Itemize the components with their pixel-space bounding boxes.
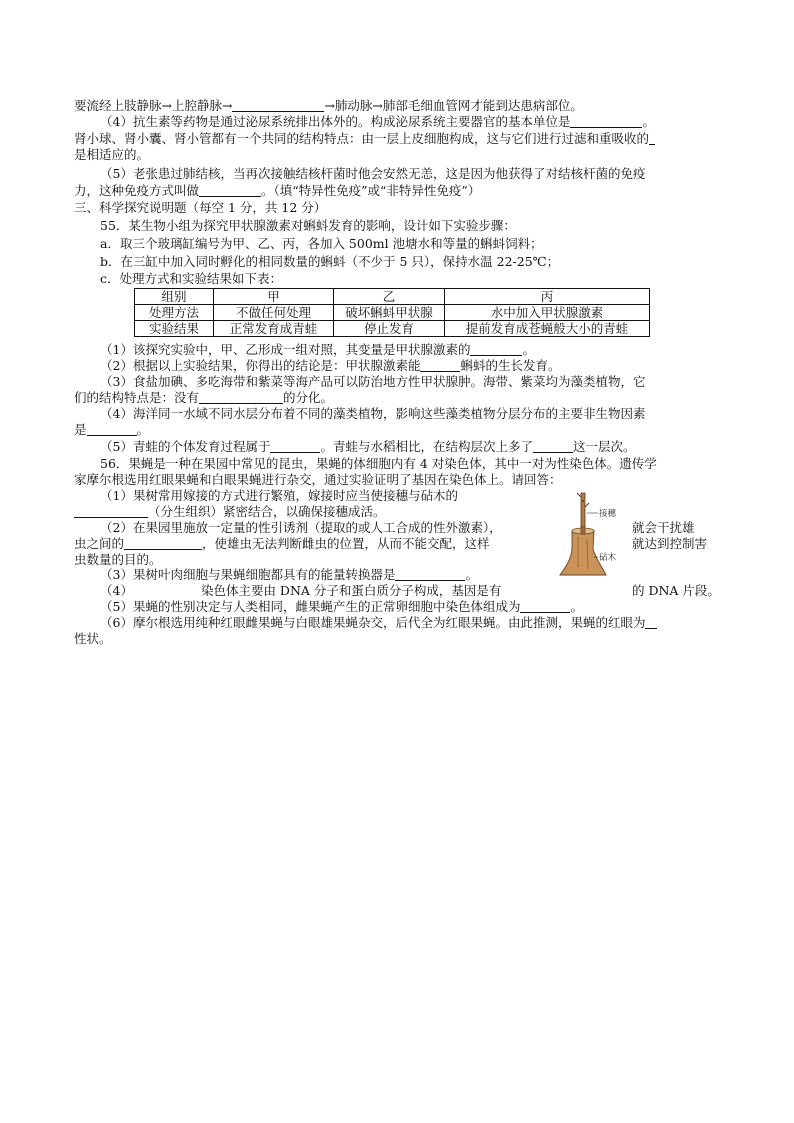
table-row bbox=[135, 305, 650, 321]
q55-intro: 55．某生物小组为探究甲状腺激素对蝌蚪发育的影响，设计如下实验步骤： bbox=[100, 218, 516, 233]
table-row bbox=[135, 321, 650, 337]
q56-sub2-right1: 就会干扰雄 bbox=[632, 520, 695, 535]
q56-sub4-right: 的 DNA 片段。 bbox=[632, 583, 720, 598]
answer-blank[interactable] bbox=[87, 423, 137, 436]
q55-step-b: b．在三缸中加入同时孵化的相同数量的蝌蚪（不少于 5 只），保持水温 22-25℃； bbox=[100, 254, 560, 269]
table-cell: 处理方法 bbox=[135, 305, 214, 321]
table-cell: 水中加入甲状腺激素 bbox=[445, 305, 650, 321]
q56-sub3: （3）果树叶肉细胞与果蝇细胞都具有的能量转换器是 。 bbox=[100, 567, 478, 582]
q56-sub2-right2: 就达到控制害 bbox=[632, 536, 708, 551]
scion-label: 接穗 bbox=[599, 509, 617, 519]
rootstock-icon bbox=[560, 527, 606, 575]
q56-sub5: （5）果蝇的性别决定与人类相同，雌果蝇产生的正常卵细胞中染色体组成为 。 bbox=[100, 599, 583, 614]
table-header: 甲 bbox=[214, 289, 334, 305]
q54-part5: （5）老张患过肺结核，当再次接触结核杆菌时他会安然无恙，这是因为他获得了对结核杆菌的免疫 bbox=[100, 166, 646, 181]
q55-step-a: a．取三个玻璃缸编号为甲、乙、丙，各加入 500ml 池塘水和等量的蝌蚪饲料； bbox=[100, 236, 543, 251]
answer-blank[interactable] bbox=[533, 440, 573, 453]
q54-part4-end: 是相适应的。 bbox=[74, 147, 150, 162]
q55-sub4: （4）海洋同一水域不同水层分布着不同的藻类植物，影响这些藻类植物分层分布的主要非生物因素 bbox=[100, 406, 646, 421]
answer-blank[interactable] bbox=[199, 391, 283, 404]
q56-intro-cont: 家摩尔根选用红眼果蝇和白眼果蝇进行杂交，通过实验证明了基因在染色体上。请回答： bbox=[74, 472, 562, 487]
answer-blank[interactable] bbox=[232, 99, 324, 112]
q55-sub1: （1）该探究实验中，甲、乙形成一组对照，其变量是甲状腺激素的 。 bbox=[100, 342, 535, 357]
scion-icon bbox=[577, 493, 589, 527]
q56-sub6: （6）摩尔根选用纯种红眼雌果蝇与白眼雄果蝇杂交，后代全为红眼果蝇。由此推测，果蝇的红眼为 bbox=[100, 615, 750, 631]
q55-sub2: （2）根据以上实验结果，你得出的结论是：甲状腺激素能 蝌蚪的生长发育。 bbox=[100, 358, 561, 373]
grafting-illustration bbox=[556, 487, 666, 587]
q56-sub1-cont: （分生组织）紧密结合，以确保接穗成活。 bbox=[74, 504, 724, 520]
answer-blank[interactable] bbox=[124, 537, 202, 550]
experiment-table bbox=[134, 288, 650, 337]
table-cell: 正常发育成青蛙 bbox=[214, 321, 334, 337]
q55-sub3: （3）食盐加碘、多吃海带和紫菜等海产品可以防治地方性甲状腺肿。海带、紫菜均为藻类植物，它 bbox=[100, 374, 646, 389]
q54-part4: （4）抗生素等药物是通过泌尿系统排出体外的。构成泌尿系统主要器官的基本单位是 。 bbox=[100, 114, 655, 129]
q56-intro: 56．果蝇是一种在果园中常见的昆虫，果蝇的体细胞内有 4 对染色体，其中一对为性染色体。遗传学 bbox=[100, 456, 657, 471]
stock-label: 砧木 bbox=[599, 553, 617, 563]
answer-blank[interactable] bbox=[199, 184, 261, 197]
answer-blank[interactable] bbox=[420, 359, 460, 372]
answer-blank[interactable] bbox=[270, 440, 320, 453]
section-title: 三、科学探究说明题（每空 1 分，共 12 分） bbox=[74, 200, 327, 215]
table-cell: 提前发育成苍蝇般大小的青蛙 bbox=[445, 321, 650, 337]
q54-part4-cont: 肾小球、肾小囊、肾小管都有一个共同的结构特点：由一层上皮细胞构成，这与它们进行过滤和重吸收的 bbox=[74, 131, 724, 147]
q54-part5-cont: 力，这种免疫方式叫做 。（填“特异性免疫”或“非特异性免疫”） bbox=[74, 183, 481, 198]
table-cell: 实验结果 bbox=[135, 321, 214, 337]
q55-sub3-cont: 们的结构特点是：没有 的分化。 bbox=[74, 390, 334, 405]
answer-blank[interactable] bbox=[649, 132, 655, 145]
table-cell: 破坏蝌蚪甲状腺 bbox=[334, 305, 445, 321]
table-cell: 停止发育 bbox=[334, 321, 445, 337]
q55-step-c: c．处理方式和实验结果如下表： bbox=[100, 271, 283, 286]
q54-line1: 要流经上肢静脉→上腔静脉→ →肺动脉→肺部毛细血管网才能到达患病部位。 bbox=[74, 98, 583, 113]
table-header: 丙 bbox=[445, 289, 650, 305]
table-header: 乙 bbox=[334, 289, 445, 305]
answer-blank[interactable] bbox=[470, 343, 522, 356]
q55-sub4-cont: 是 。 bbox=[74, 422, 150, 437]
answer-blank[interactable] bbox=[395, 568, 465, 581]
answer-blank[interactable] bbox=[74, 505, 148, 518]
table-header-row bbox=[135, 289, 650, 305]
q56-sub1: （1）果树常用嫁接的方式进行繁殖，嫁接时应当使接穗与砧木的 bbox=[100, 488, 458, 503]
q55-sub5: （5）青蛙的个体发育过程属于 。青蛙与水稻相比，在结构层次上多了 这一层次。 bbox=[100, 439, 636, 454]
table-cell: 不做任何处理 bbox=[214, 305, 334, 321]
table-header: 组别 bbox=[135, 289, 214, 305]
q56-sub2-end: 虫数量的目的。 bbox=[74, 552, 162, 567]
q56-sub2: （2）在果园里施放一定量的性引诱剂（提取的或人工合成的性外激素）， bbox=[100, 520, 502, 535]
q56-sub2-cont: 虫之间的 ，使雄虫无法判断雌虫的位置，从而不能交配，这样 bbox=[74, 536, 490, 551]
q56-sub4: （4） 染色体主要由 DNA 分子和蛋白质分子构成，基因是有 bbox=[100, 583, 502, 598]
answer-blank[interactable] bbox=[520, 600, 570, 613]
answer-blank[interactable] bbox=[645, 616, 657, 629]
q56-sub6-cont: 性状。 bbox=[74, 631, 112, 646]
answer-blank[interactable] bbox=[570, 115, 642, 128]
